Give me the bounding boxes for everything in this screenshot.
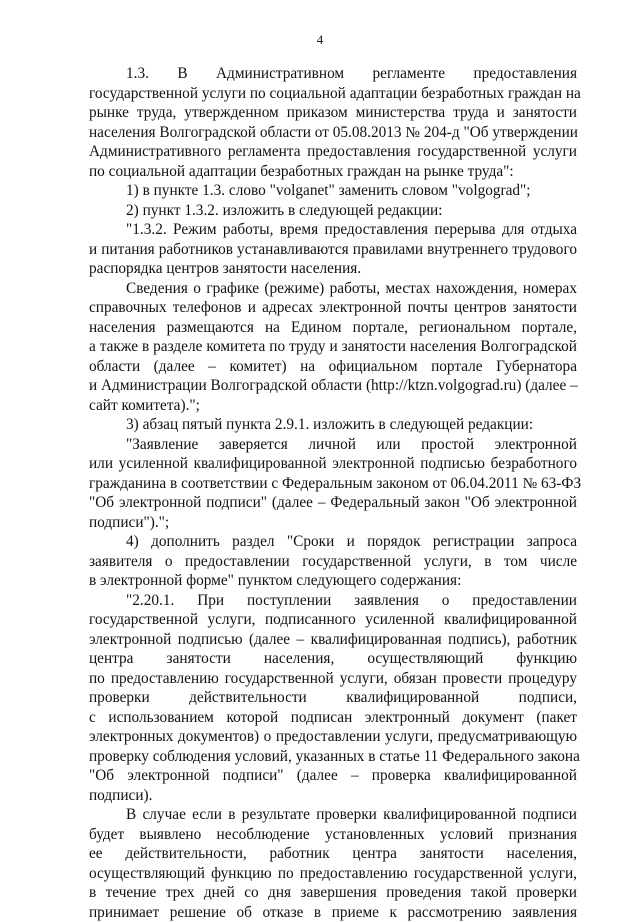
text-line: рынке труда, утвержденном приказом министерства труда и занятости [89, 103, 577, 123]
text-line: справочных телефонов и адресах электронной почты центров занятости [89, 298, 577, 318]
text-line: "Заявление заверяется личной или простой электронной [89, 435, 577, 455]
text-line: "Об электронной подписи" (далее – проверка квалифицированной [89, 766, 577, 786]
text-line: электронных документов) о предоставлении услуги, предусматривающую [89, 727, 577, 747]
text-line: "2.20.1. При поступлении заявления о предоставлении [89, 591, 577, 611]
text-line: проверки действительности квалифицированной подписи, [89, 688, 577, 708]
text-line: подписи")."; [89, 513, 577, 533]
text-line: принимает решение об отказе в приеме к рассмотрению заявления [89, 903, 577, 922]
text-line: В случае если в результате проверки квалифицированной подписи [89, 805, 577, 825]
text-line: "1.3.2. Режим работы, время предоставления перерыва для отдыха [89, 220, 577, 240]
text-line: государственной услуги, подписанного усиленной квалифицированной [89, 610, 577, 630]
document-body [89, 64, 577, 922]
text-line: а также в разделе комитета по труду и занятости населения Волгоградской [89, 337, 577, 357]
text-line: населения размещаются на Едином портале, региональном портале, [89, 318, 577, 338]
text-line: населения Волгоградской области от 05.08.2013 № 204-д "Об утверждении [89, 123, 577, 143]
text-line: и Администрации Волгоградской области (http://ktzn.volgograd.ru) (далее – [89, 376, 577, 396]
text-line: в электронной форме" пунктом следующего содержания: [89, 571, 577, 591]
text-line: 3) абзац пятый пункта 2.9.1. изложить в следующей редакции: [89, 415, 577, 435]
text-line: 2) пункт 1.3.2. изложить в следующей редакции: [89, 201, 577, 221]
text-line: проверку соблюдения условий, указанных в статье 11 Федерального закона [89, 747, 577, 767]
text-line: с использованием которой подписан электронный документ (пакет [89, 708, 577, 728]
page-number: 4 [0, 32, 640, 48]
text-line: области (далее – комитет) на официальном портале Губернатора [89, 357, 577, 377]
text-line: 1.3. В Административном регламенте предоставления [89, 64, 577, 84]
text-line: или усиленной квалифицированной электронной подписью безработного [89, 454, 577, 474]
text-line: 1) в пункте 1.3. слово "volganet" заменить словом "volgograd"; [89, 181, 577, 201]
text-line: Сведения о графике (режиме) работы, местах нахождения, номерах [89, 279, 577, 299]
text-line: "Об электронной подписи" (далее – Федеральный закон "Об электронной [89, 493, 577, 513]
text-line: Административного регламента предоставления государственной услуги [89, 142, 577, 162]
text-line: и питания работников устанавливаются правилами внутреннего трудового [89, 240, 577, 260]
text-line: заявителя о предоставлении государственной услуги, в том числе [89, 552, 577, 572]
text-line: по социальной адаптации безработных граждан на рынке труда": [89, 162, 577, 182]
text-line: по предоставлению государственной услуги, обязан провести процедуру [89, 669, 577, 689]
text-line: распорядка центров занятости населения. [89, 259, 577, 279]
text-line: осуществляющий функцию по предоставлению государственной услуги, [89, 864, 577, 884]
text-line: электронной подписью (далее – квалифицированная подпись), работник [89, 630, 577, 650]
text-line: сайт комитета)."; [89, 396, 577, 416]
text-line: гражданина в соответствии с Федеральным законом от 06.04.2011 № 63-ФЗ [89, 474, 577, 494]
text-line: будет выявлено несоблюдение установленных условий признания [89, 825, 577, 845]
text-line: центра занятости населения, осуществляющий функцию [89, 649, 577, 669]
text-line: в течение трех дней со дня завершения проведения такой проверки [89, 883, 577, 903]
text-line: подписи). [89, 786, 577, 806]
text-line: ее действительности, работник центра занятости населения, [89, 844, 577, 864]
text-line: государственной услуги по социальной адаптации безработных граждан на [89, 84, 577, 104]
text-line: 4) дополнить раздел "Сроки и порядок регистрации запроса [89, 532, 577, 552]
